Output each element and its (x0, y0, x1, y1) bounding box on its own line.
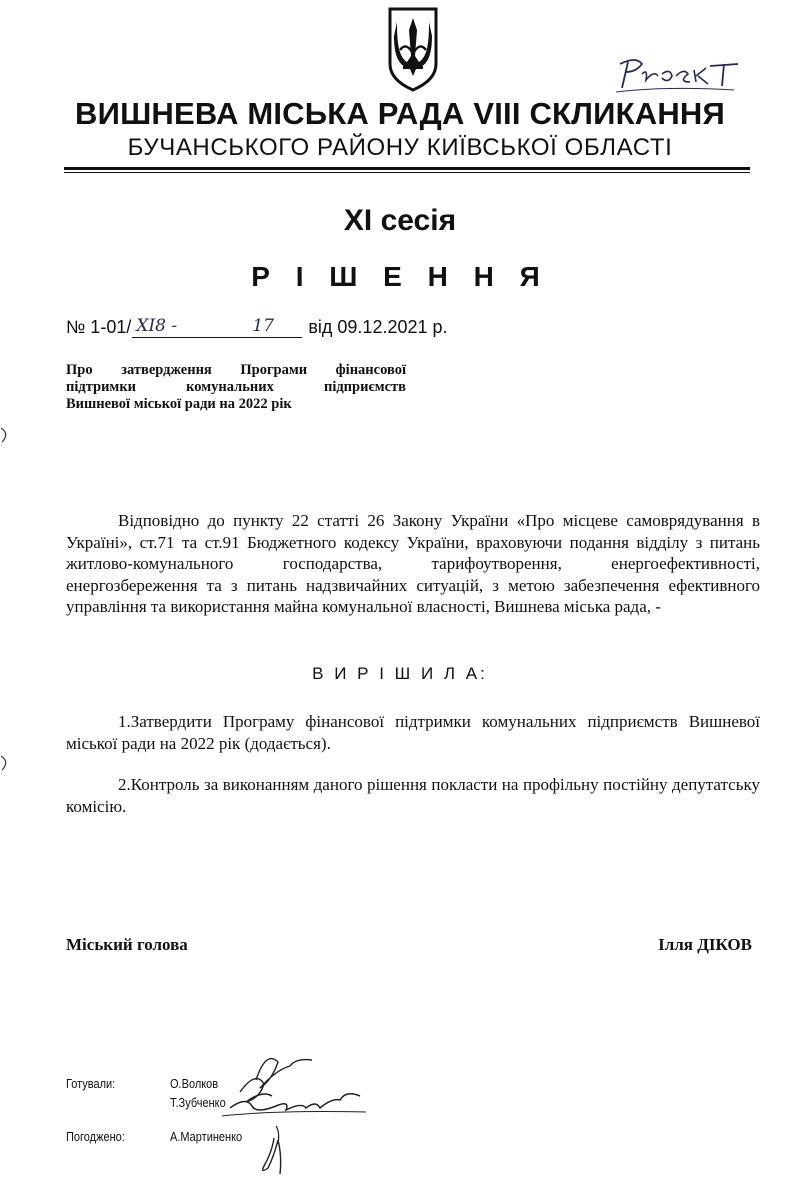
decision-number-line (66, 312, 448, 338)
header-divider-thick (64, 167, 750, 170)
decision-number-prefix: № 1-01/ (66, 317, 132, 337)
resolution-item-1: 1.Затвердити Програму фінансової підтримки комунальних підприємств Вишневої міської ради на 2022 рік (додається). (66, 712, 760, 753)
council-district: БУЧАНСЬКОГО РАЙОНУ КИЇВСЬКОЇ ОБЛАСТІ (127, 134, 673, 161)
agreed-by-name: А.Мартиненко (170, 1130, 243, 1144)
decision-date: від 09.12.2021 р. (308, 317, 448, 337)
subject-line: Про затвердження Програми фінансової (66, 362, 406, 378)
prepared-by-name: Т.Зубченко (170, 1096, 226, 1110)
binder-mark-icon (0, 426, 14, 444)
resolved-heading: В И Р І Ш И Л А: (312, 664, 488, 683)
decision-number-blank (132, 315, 302, 338)
preamble-paragraph: Відповідно до пункту 22 статті 26 Закону України «Про місцеве самоврядування в Україні», ст.71 та ст.91 Бюджетного кодексу України, враховуючи подання відділу з питань житлово-комунального господарства, тарифоутворення, енергоефективності, енергозбереження та з питань надзвичайних ситуацій, з метою забезпечення ефективного управління та використання майна комунальної власності, Вишнева міська рада, - (66, 511, 760, 616)
signature-scribble-icon (216, 1040, 376, 1185)
mayor-name: Ілля ДІКОВ (658, 935, 752, 954)
decision-number-handwritten-1: XI8 - (136, 316, 178, 336)
council-title: ВИШНЕВА МІСЬКА РАДА VIII СКЛИКАННЯ (75, 96, 725, 131)
subject-line: Вишневої міської ради на 2022 рік (66, 396, 292, 412)
draft-handwritten-icon (606, 52, 746, 96)
prepared-by-name: О.Волков (170, 1077, 219, 1091)
trident-emblem-icon (386, 6, 440, 92)
session-title: XI сесія (343, 204, 457, 237)
header-divider-thin (64, 172, 750, 173)
resolution-item-2: 2.Контроль за виконанням даного рішення покласти на профільну постійну депутатську комісію. (66, 775, 760, 816)
agreed-label: Погоджено: (66, 1130, 125, 1144)
mayor-title: Міський голова (66, 935, 188, 954)
decision-subject (66, 362, 406, 413)
binder-mark-icon (0, 754, 14, 772)
subject-line: підтримки комунальних підприємств (66, 379, 406, 395)
decision-number-handwritten-2: 17 (252, 316, 274, 336)
prepared-label: Готували: (66, 1077, 116, 1091)
decision-title: Р І Ш Е Н Н Я (251, 261, 549, 292)
